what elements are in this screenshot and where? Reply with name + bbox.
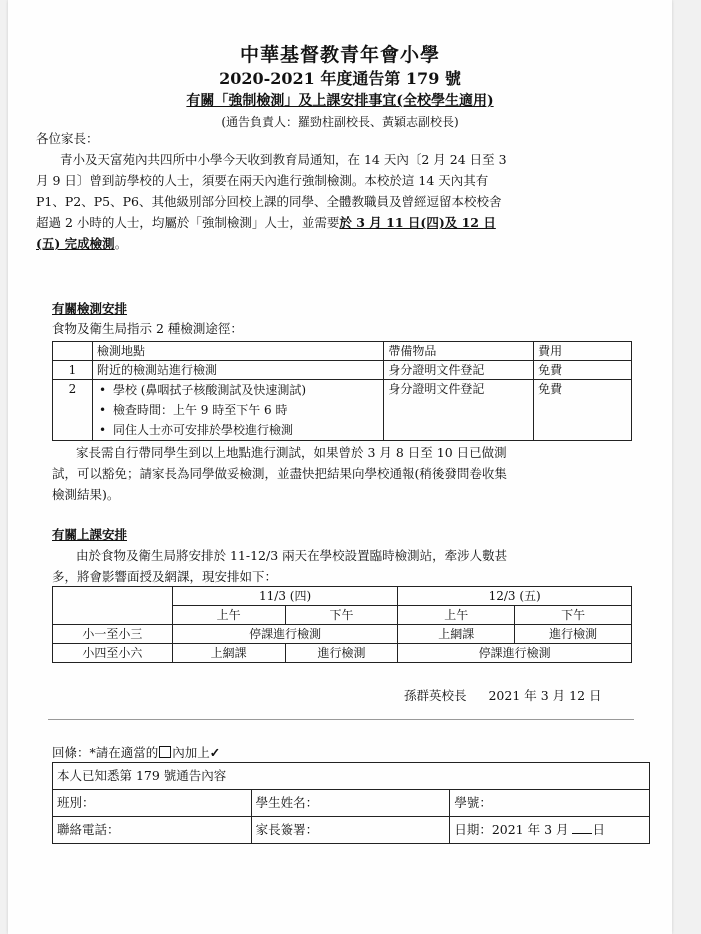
session-header: 下午 (285, 606, 398, 625)
list-item: • 檢查時間：上午 9 時至下午 6 時 (113, 400, 379, 420)
testing-note (52, 442, 642, 505)
required-items: 身分證明文件登記 (384, 380, 534, 441)
grade-label: 小四至小六 (53, 644, 173, 663)
schedule-cell: 停課進行檢測 (172, 625, 398, 644)
notice-subject: 有關「強制檢測」及上課安排事宜(全校學生適用) (186, 93, 494, 109)
acknowledgement: 本人已知悉第 179 號通告內容 (53, 763, 650, 790)
deadline-highlight-end: (五) 完成檢測 (36, 236, 115, 251)
table-header-row (53, 587, 632, 606)
greeting: 各位家長： (36, 131, 99, 146)
reply-title-text: 內加上 (172, 745, 210, 760)
test-fee: 免費 (534, 380, 632, 441)
list-item: • 學校 (鼻咽拭子核酸測試及快速測試) (113, 380, 379, 400)
table-row (53, 763, 650, 790)
school-name: 中華基督教青年會小學 (239, 44, 440, 66)
table-header: 檢測地點 (92, 342, 383, 361)
checkbox-icon (159, 746, 171, 758)
testing-table (52, 341, 632, 441)
test-location: 附近的檢測站進行檢測 (92, 361, 383, 380)
test-fee: 免費 (534, 361, 632, 380)
checkmark-icon: ✓ (209, 745, 221, 760)
grade-label: 小一至小三 (53, 625, 173, 644)
schedule-cell: 進行檢測 (285, 644, 398, 663)
schedule-cell: 上網課 (172, 644, 285, 663)
intro-line (36, 212, 636, 233)
schedule-cell: 上網課 (398, 625, 515, 644)
table-row (53, 625, 632, 644)
phone-field: 聯絡電話： (53, 817, 252, 844)
table-header-row (53, 342, 632, 361)
principal-name: 孫群英校長 (404, 688, 467, 703)
note-line: 試，可以豁免；請家長為同學做妥檢測，並盡快把結果向學校通報(稍後發問卷收集 (52, 466, 507, 481)
date-label: 日期：2021 年 3 月 (454, 822, 569, 837)
test-location (92, 380, 383, 441)
student-name-field: 學生姓名： (251, 790, 450, 817)
day-header: 12/3 (五) (398, 587, 632, 606)
intro-line: 月 9 日〕曾到訪學校的人士，須要在兩天內進行強制檢測。本校於這 14 天內其有 (36, 173, 489, 188)
classes-intro-line: 多，將會影響面授及網課，現安排如下： (52, 569, 278, 584)
notice-number: 2020-2021 年度通告第 179 號 (219, 69, 461, 88)
row-number: 2 (53, 380, 93, 441)
table-row (53, 817, 650, 844)
intro-line (36, 233, 636, 254)
notice-page (8, 0, 672, 934)
reply-slip-table (52, 762, 650, 844)
list-item: • 同住人士亦可安排於學校進行檢測 (113, 420, 379, 440)
schedule-cell: 停課進行檢測 (398, 644, 632, 663)
table-header (53, 342, 93, 361)
signature-line (404, 685, 602, 706)
date-field (450, 817, 650, 844)
testing-heading: 有關檢測安排 (52, 301, 128, 316)
required-items: 身分證明文件登記 (384, 361, 534, 380)
intro-period: 。 (114, 236, 128, 251)
row-number: 1 (53, 361, 93, 380)
reply-title (52, 742, 220, 763)
testing-intro: 食物及衛生局指示 2 種檢測途徑： (52, 321, 243, 336)
classes-intro (52, 545, 642, 587)
table-header: 費用 (534, 342, 632, 361)
intro-line: P1、P2、P5、P6、其他級別部分回校上課的同學、全體教職員及曾經逗留本校校舍 (36, 194, 502, 209)
table-row (53, 361, 632, 380)
intro-line: 青小及天富苑內共四所中小學今天收到教育局通知，在 14 天內〔2 月 24 日至 3 (60, 152, 507, 167)
session-header: 上午 (398, 606, 515, 625)
table-row (53, 790, 650, 817)
classes-heading: 有關上課安排 (52, 527, 128, 542)
location-list (97, 380, 379, 440)
classes-intro-line: 由於食物及衛生局將安排於 11-12/3 兩天在學校設置臨時檢測站，牽涉人數甚 (76, 548, 508, 563)
responsible-persons: (通告負責人：羅勁柱副校長、黃穎志副校長) (221, 115, 459, 129)
class-schedule-table (52, 586, 632, 663)
table-row (53, 380, 632, 441)
date-suffix: 日 (592, 822, 605, 837)
session-header: 上午 (172, 606, 285, 625)
class-field: 班別： (53, 790, 252, 817)
parent-signature-field: 家長簽署： (251, 817, 450, 844)
session-header: 下午 (515, 606, 632, 625)
intro-paragraph (36, 149, 636, 254)
cut-line (48, 719, 634, 720)
day-header: 11/3 (四) (172, 587, 398, 606)
reply-title-text: 回條：*請在適當的 (52, 745, 159, 760)
intro-text: 超過 2 小時的人士，均屬於「強制檢測」人士，並需要 (36, 215, 340, 230)
schedule-cell: 進行檢測 (515, 625, 632, 644)
student-number-field: 學號： (450, 790, 650, 817)
table-row (53, 644, 632, 663)
deadline-highlight: 於 3 月 11 日(四)及 12 日 (339, 215, 496, 230)
table-header: 帶備物品 (384, 342, 534, 361)
note-line: 家長需自行帶同學生到以上地點進行測試，如果曾於 3 月 8 日至 10 日已做測 (76, 445, 507, 460)
signature-date: 2021 年 3 月 12 日 (488, 688, 602, 703)
empty-cell (53, 587, 173, 625)
day-blank (572, 821, 592, 834)
note-line: 檢測結果)。 (52, 487, 120, 502)
